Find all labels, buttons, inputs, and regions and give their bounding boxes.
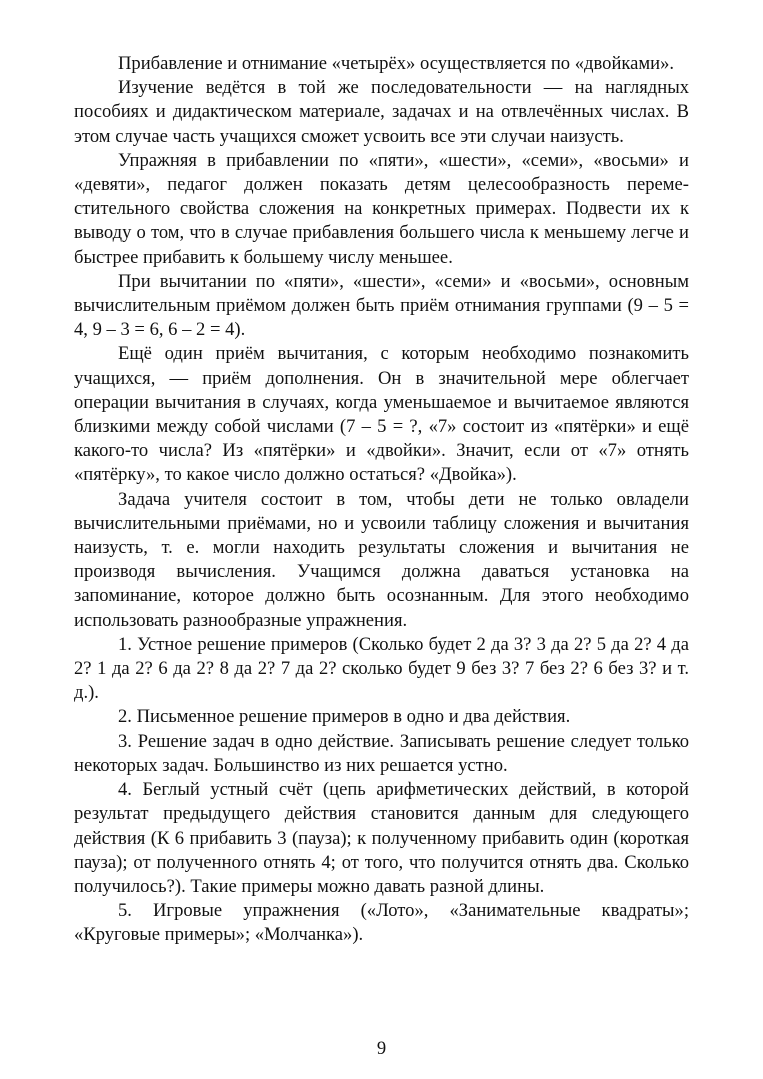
paragraph-subtraction-groups: При вычитании по «пяти», «шести», «семи» и «восьми», основным вычислительным приёмом должен быть приём отнимания группами (9 – 5 = 4, 9 – 3 = 6, 6 – 2 = 4). (74, 270, 689, 341)
list-item-quick-count: 4. Беглый устный счёт (цепь арифметических действий, в которой результат предыдущего действия становится данным для следующего действия (К 6 прибавить 3 (пауза); к полученному прибавить один (короткая пауза); от полученного отнять 4; от того, что получится отнять два. Сколько получилось?). Такие примеры можно давать разной длины. (74, 779, 689, 897)
list-item-games: 5. Игровые упражнения («Лото», «Занимательные квадраты»; «Круговые примеры»; «Молчанка»). (74, 900, 689, 946)
paragraph-teacher-task: Задача учителя состоит в том, чтобы дети не только овладели вычислительными приёмами, но и усвоили таблицу сложения и вычитания наизусть, т. е. могли находить результаты сложения и вычитания не производя вычисления. Учащимся должна даваться установка на запоминание, которое должно быть осознанным. Для этого необходимо использовать разнообразные упражнения. (74, 488, 689, 631)
list-item-problems: 3. Решение задач в одно действие. Записывать решение следует только некоторых задач. Большинство из них решается устно. (74, 730, 689, 776)
paragraph-commutative: Упражняя в прибавлении по «пяти», «шести», «семи», «восьми» и «девяти», педагог должен показать детям целесообразность переместительного свойства сложения на конкретных примерах. Подвести их к выводу о том, что в случае прибавления большего числа к меньшему легче и быстрее прибавить к большему числу меньшее. (74, 149, 689, 268)
paragraph-study-sequence: Изучение ведётся в той же последовательности — на наглядных пособиях и дидактическом материале, задачах и на отвлечённых числах. В этом случае часть учащихся сможет усвоить все эти случаи наизусть. (74, 77, 689, 147)
list-item-oral: 1. Устное решение примеров (Сколько будет 2 да 3? 3 да 2? 5 да 2? 4 да 2? 1 да 2? 6 да 2? 8 да 2? 7 да 2? сколько будет 9 без 3? 7 без 2? 6 без 3? и т. д.). (74, 633, 689, 704)
page-number: 9 (376, 1038, 387, 1059)
paragraph-complement: Ещё один приём вычитания, с которым необходимо познакомить учащихся, — приём дополнения. Он в значительной мере облегчает операции вычитания в случаях, когда уменьшаемое и вычитаемое являются близкими между собой числами (7 – 5 = ?, «7» состоит из «пятёрки» и ещё какого-то числа? Из «пятёрки» и «двойки». Значит, если от «7» отнять «пятёрку», то какое число должно остаться? «Двойка»). (74, 343, 689, 486)
page-body (74, 52, 689, 948)
list-item-written: 2. Письменное решение примеров в одно и два действия. (118, 706, 571, 728)
paragraph-fours: Прибавление и отнимание «четырёх» осуществляется по «двойками». (118, 53, 675, 74)
